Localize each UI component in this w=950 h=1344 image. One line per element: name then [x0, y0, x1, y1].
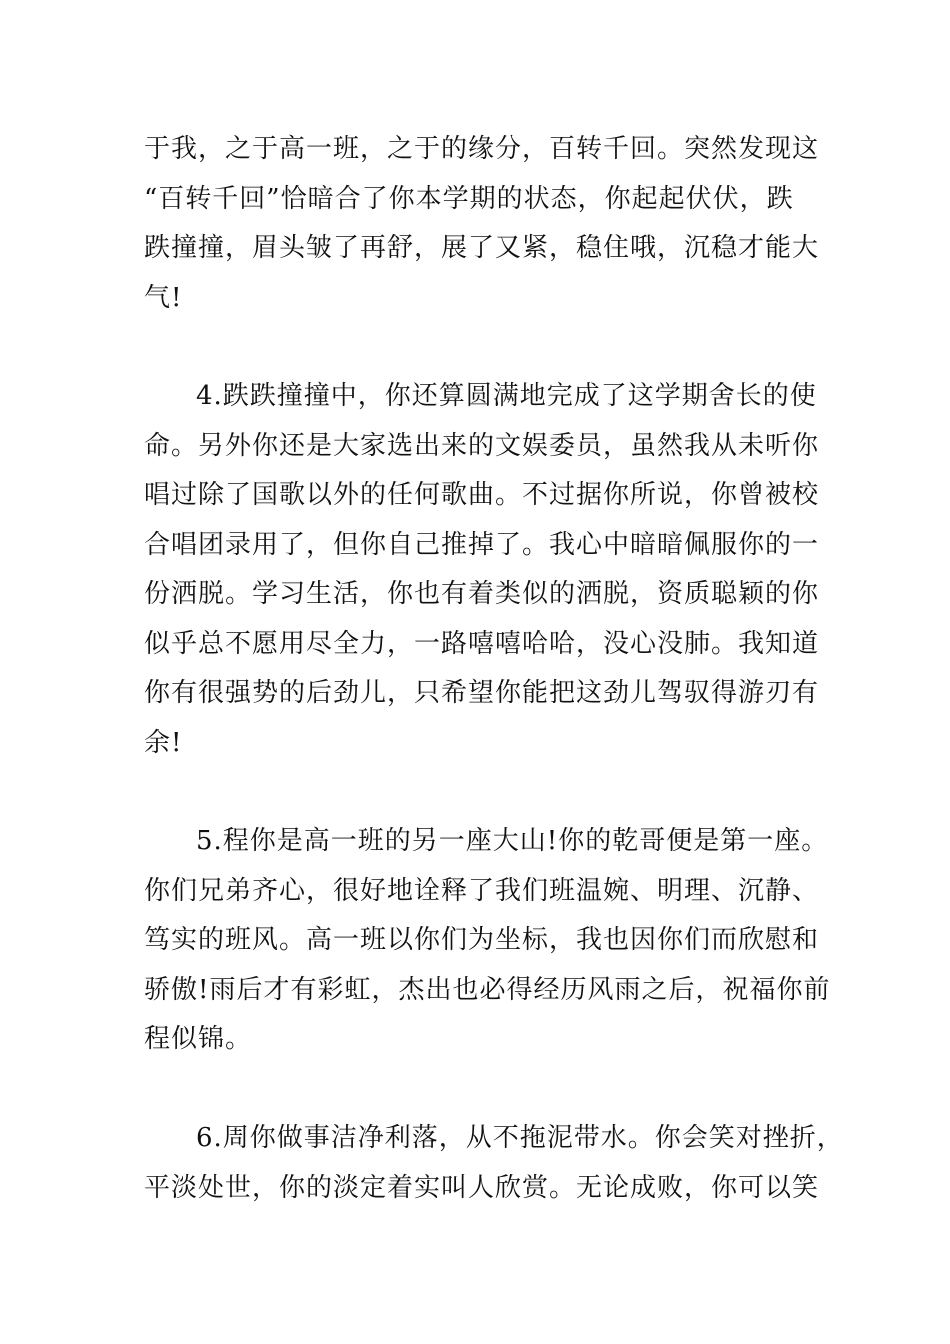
text-line: 4.跌跌撞撞中，你还算圆满地完成了这学期舍长的使	[196, 381, 817, 411]
text-line: 于我，之于高一班，之于的缘分，百转千回。突然发现这	[144, 134, 820, 164]
text-line: 5.程你是高一班的另一座大山!你的乾哥便是第一座。	[196, 826, 829, 856]
text-line: 程似锦。	[144, 1024, 253, 1054]
text-line: 气!	[144, 282, 183, 313]
paragraph-3-continued	[144, 125, 834, 323]
text-line: 合唱团录用了，但你自己推掉了。我心中暗暗佩服你的一	[144, 529, 820, 560]
text-line: 你们兄弟齐心，很好地诠释了我们班温婉、明理、沉静、	[144, 875, 820, 906]
text-line: 平淡处世，你的淡定着实叫人欣赏。无论成败，你可以笑	[144, 1172, 820, 1203]
text-line: 余!	[144, 727, 183, 758]
text-line: 笃实的班风。高一班以你们为坐标，我也因你们而欣慰和	[144, 925, 820, 955]
text-line: “百转千回”恰暗合了你本学期的状态，你起起伏伏，跌	[144, 183, 794, 214]
text-line: 你有很强势的后劲儿，只希望你能把这劲儿驾驭得游刃有	[144, 678, 820, 708]
paragraph-4	[144, 372, 834, 768]
text-line: 份洒脱。学习生活，你也有着类似的洒脱，资质聪颖的你	[144, 579, 820, 609]
text-line: 唱过除了国歌以外的任何歌曲。不过据你所说，你曾被校	[144, 480, 820, 510]
text-line: 骄傲!雨后才有彩虹，杰出也必得经历风雨之后，祝福你前	[144, 974, 831, 1005]
text-line: 跌撞撞，眉头皱了再舒，展了又紧，稳住哦，沉稳才能大	[144, 233, 820, 263]
text-line: 命。另外你还是大家选出来的文娱委员，虽然我从未听你	[144, 430, 820, 461]
paragraph-5	[144, 817, 834, 1065]
text-line: 6.周你做事洁净利落，从不拖泥带水。你会笑对挫折，	[196, 1123, 844, 1153]
paragraph-6	[144, 1114, 844, 1213]
text-line: 似乎总不愿用尽全力，一路嘻嘻哈哈，没心没肺。我知道	[144, 628, 820, 659]
